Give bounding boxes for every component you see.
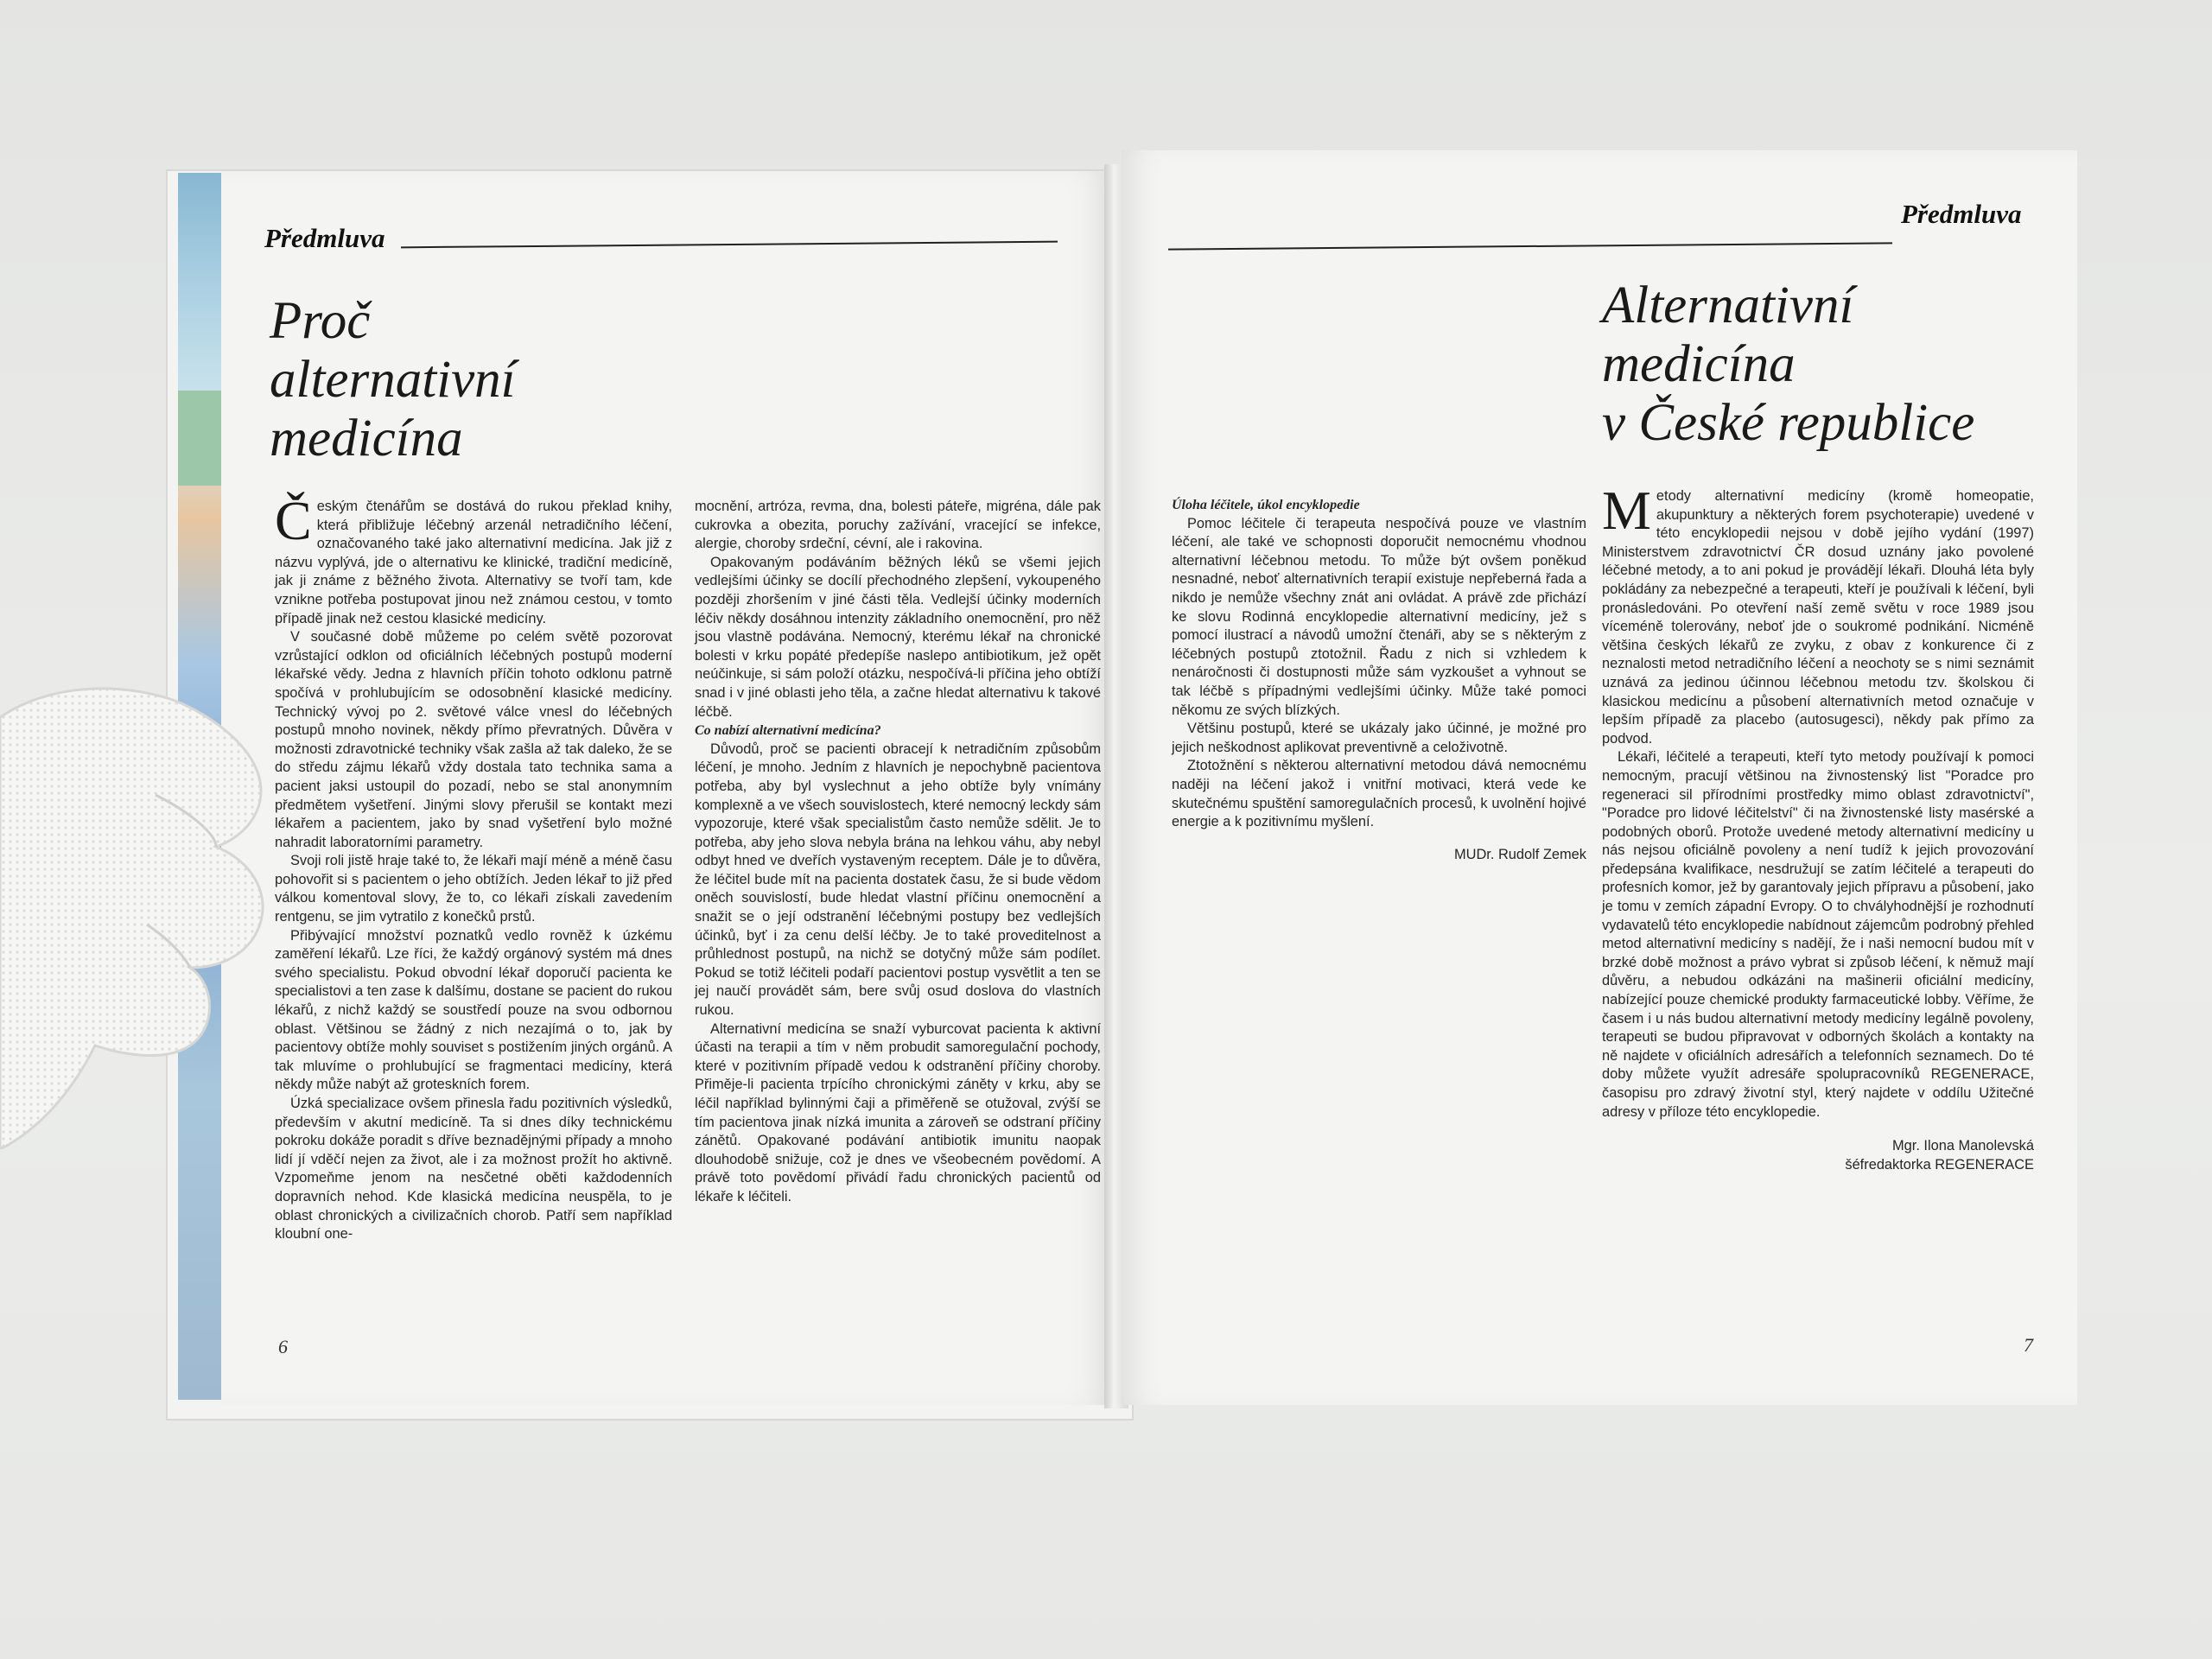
headline-line: alternativní (270, 351, 516, 409)
page-number: 6 (278, 1336, 288, 1357)
section-rule (401, 241, 1058, 249)
gloved-hand (0, 665, 294, 1149)
author-signature: MUDr. Rudolf Zemek (1453, 846, 1586, 862)
paragraph: Opakovaným podáváním běžných léků se všemi jejich vedlejšími účinky se docílí přechodného zlepšení, vykoupeného později zhoršením v jiné části těla. Vedlejší účinky moderních léčiv někdy dosáhnou intenzity základního onemocnění, pro něž jsou vlastně podávána. Nemocný, kterému lékař na chronické bolesti v krku popáté předepíše naslepo antibiotikum, jež opět neúčinkuje, si sám položí otázku, nespočívá-li příčina jeho obtíží snad i v jiné oblasti jeho těla, a začne hledat alternativu k takové léčbě. (695, 554, 1101, 720)
paragraph: mocnění, artróza, revma, dna, bolesti páteře, migréna, dále pak cukrovka a obezita, poruchy zažívání, vracející se infekce, alergie, choroby srdeční, cévní, ale i rakovina. (695, 499, 1101, 552)
paragraph: Úzká specializace ovšem přinesla řadu pozitivních výsledků, především v akutní medicíně. Ta si dnes díky technickému pokroku dokáže poradit s dříve beznadějnými případy a mnoho lidí jí vděčí nejen za život, ale i za možnost prožít ho aktivně. Vzpomeňme jenom na nesčetné oběti každodenních dopravních nehod. Kde klasická medicína neuspěla, to je oblast chronických a civilizačních chorob. Patří sem například kloubní one- (275, 1096, 672, 1243)
paragraph: Pomoc léčitele či terapeuta nespočívá pouze ve vlastním léčení, ale také ve schopnosti doporučit nemocnému vhodnou alternativní léčebnou metodu. To může být ovšem poněkud nesnadné, neboť alternativních terapií existuje nepřeberná řada a nikdo je nemůže všechny znát ani ovládat. A právě zde přichází ke slovu Rodinná encyklopedie alternativní medicíny, jež s pomocí ilustrací a návodů umožní čtenáři, aby se s některým z léčebných postupů ztotožnil. Řadu z nich si vzhledem k nenáročnosti či dostupnosti může sám vyzkoušet a vyhnout se tak léčbě s případnými vedlejšími účinky. Může také pomoci někomu ze svých blízkých. (1172, 515, 1586, 718)
section-title: Předmluva (1901, 199, 2022, 229)
page-number: 7 (2024, 1334, 2033, 1356)
paragraph: Svoji roli jistě hraje také to, že lékaři mají méně a méně času pohovořit si s pacientem o jeho obtížích. Jeden lékař to již před válkou komentoval slovy, že to, co lékaři získali zavedením rentgenu, se jim vytratilo z konečků prstů. (275, 853, 672, 925)
text-column-1 (275, 490, 672, 1244)
cover-edge-band (178, 391, 226, 486)
drop-cap: M (1602, 480, 1651, 541)
paragraph: Většinu postupů, které se ukázaly jako účinné, je možné pro jejich neškodnost aplikovat preventivně a celoživotně. (1172, 721, 1586, 755)
headline-line: v České republice (1602, 394, 1975, 452)
paragraph: Ztotožnění s některou alternativní metodou dává nemocnému naději na léčení jakož i vnitřní motivaci, která vede ke skutečnému spuštění samoregulačních procesů, k uvolnění hojivé energie a k pozitivnímu myšlení. (1172, 758, 1586, 830)
headline-line: Proč (270, 292, 371, 350)
page-headline (1602, 276, 1974, 453)
paragraph: V současné době můžeme po celém světě pozorovat vzrůstající odklon od oficiálních léčebných postupů moderní lékařské vědy. Jedna z hlavních příčin tohoto odklonu patrně spočívá v prohlubujícím se odosobnění klasické medicíny. Technický vývoj po 2. světové válce vnesl do léčebných postupů mnoho novinek, někdy přímo převratných. Důvěra v možnosti zdravotnické techniky však zašla až tak daleko, že se do středu zájmu lékařů vždy dostala tato technika sama a pacient jaksi ustoupil do pozadí, nebo se stal anonymním předmětem vyšetření. Jinými slovy přerušil se kontakt mezi lékařem a pacientem, jako by snad vyšetření bylo možné nahradit laboratorními parametry. (275, 629, 672, 850)
paragraph: Alternativní medicína se snaží vyburcovat pacienta k aktivní účasti na terapii a tím v něm probudit samoregulační pochody, které v pozitivním případě vedou k odstranění příčiny choroby. Přiměje-li pacienta trpícího chronickými záněty v krku, aby se léčil například bylinnými čaji a přiměřeně se otužoval, zvýší se tím pacientova jinak nízká imunita a zároveň se odstraní příčiny zánětů. Opakované podávání antibiotik imunitu naopak dlouhodobě snižuje, což je dnes ve všeobecném povědomí. A právě toto povědomí přivádí řadu chronických pacientů od lékaře k léčiteli. (695, 1020, 1101, 1205)
author-signature: Mgr. Ilona Manolevská (1892, 1138, 2034, 1154)
headline-line: medicína (270, 410, 463, 467)
section-title: Předmluva (264, 223, 385, 253)
left-page (221, 171, 1109, 1405)
author-role: šéfredaktorka REGENERACE (1845, 1156, 2034, 1173)
right-page (1122, 150, 2077, 1405)
paragraph: Lékaři, léčitelé a terapeuti, kteří tyto metody používají k pomoci nemocným, pracují většinou na živnostenský list "Poradce pro regeneraci sil přírodními prostředky mimo oblast zdravotnictví", "Poradce pro lidové léčitelství" či na živnostenské listy masérské a podobných oborů. Protože uvedené metody alternativní medicíny u nás nejsou oficiálně povoleny a není tudíž k jejich provozování předepsána kvalifikace, nesdružují se zatím léčitelé a terapeuti do profesních komor, jež by garantovaly jejich přípravu a působení, jako je tomu v zemích západní Evropy. O to chvályhodnější je rozhodnutí vydavatelů této encyklopedie nabídnout zájemcům podrobný přehled metod alternativní medicíny s nadějí, že i naši nemocní budou mít v brzké době možnost a právo vybrat si způsob léčení, k němuž mají důvěru, a nebudou odkázáni na mašinerii oficiální medicíny, nabízející pouze chemické produkty farmaceutické lobby. Věříme, že časem i u nás budou alternativní metody medicíny legálně povoleny, terapeuti se budou připravovat v odborných školách a kontakty na ně najdete v oficiálních adresářích a telefonních seznamech. Do té doby můžete využít adresáře spolupracovníků REGENERACE, časopisu pro zdravý životní styl, který najdete v oddílu Užitečné adresy v příloze této encyklopedie. (1602, 749, 2034, 1120)
text-column-1 (1172, 496, 1586, 864)
page-headline (270, 292, 516, 468)
text-column-2 (695, 498, 1101, 1207)
section-rule (1168, 242, 1892, 250)
paragraph: Důvodů, proč se pacienti obracejí k netradičním způsobům léčení, je mnoho. Jedním z hlavních je nepochybně pacientova potřeba, aby byl vyslechnut a jeho obtíže byly vnímány komplexně a ve všech souvislostech, které nemocný leckdy sám vypozoruje, které však specialistům často nemůže sdělit. Je to potřeba, aby jeho slova nebyla brána na lehkou váhu, aby nebyl odbyt hned ve dveřích vystaveným receptem. Dále je to důvěra, že léčitel bude mít na pacienta dostatek času, že si bude vědom oněch souvislostí, bude hledat vlastní příčinu onemocnění a snažit se o její odstranění léčebnými postupy bez vedlejších účinků, byť i za cenu delší léčby. Je to také proveditelnost a průhlednost postupů, na nichž se dotyčný může sám podílet. Pokud se totiž léčiteli podaří pacientovi postup vysvětlit a ten se jej naučí provádět sám, bere svůj osud doslova do vlastních rukou. (695, 741, 1101, 1019)
drop-cap: Č (275, 490, 312, 551)
headline-line: medicína (1602, 335, 1796, 393)
paragraph: etody alternativní medicíny (kromě homeopatie, akupunktury a některých forem psychoterapie) uvedené v této encyklopedii nejsou v době jejího vydání (1997) Ministerstvem zdravotnictví ČR dosud uznány jako povolené léčebné metody, a to ani pokud je provádějí lékaři. Dlouhá léta byly pokládány za nebezpečné a terapeuti, kteří je používali k léčení, byli pronásledováni. Po otevření naší země světu v roce 1989 jsou víceméně tolerovány, neboť jde o soukromé podnikání. Nicméně většina českých lékařů ze zvyku, z obav z konkurence či z neznalosti metod netradičního léčení a neochoty se s nimi seznámit uznává za jedinou účinnou léčebnou metodu tzv. školskou či klasickou medicínu a působení alternativních metod označuje v lepším případě za placebo (autosugesci), někdy pak přímo za podvod. (1602, 488, 2034, 747)
headline-line: Alternativní (1602, 276, 1854, 334)
text-column-2 (1602, 480, 2034, 1174)
subheading: Úloha léčitele, úkol encyklopedie (1172, 498, 1360, 512)
paragraph: eským čtenářům se dostává do rukou překlad knihy, která přibližuje léčebný arzenál netradičního léčení, označovaného také jako alternativní medicína. Jak již z názvu vyplývá, jde o alternativu ke klinické, tradiční medicíně, jak ji známe z běžného života. Alternativy se tvoří tam, kde vznikne potřeba postupovat jinou než známou cestou, v tomto případě jinak než cestou klasické medicíny. (275, 499, 672, 626)
paragraph: Přibývající množství poznatků vedlo rovněž k úzkému zaměření lékařů. Lze říci, že každý orgánový systém má dnes svého specialistu. Pokud obvodní lékař doporučí pacienta ke specialistovi a ten zase k dalšímu, dostane se pacient do rukou lékařů, z nichž každý se soustředí pouze na svou odbornou oblast. Většinou se žádný z nich nezajímá o to, jak by pacientovy obtíže mohly souviset s postižením jiných orgánů. A tak mluvíme o prohlubující se fragmentaci medicíny, která někdy může nabýt až groteskních forem. (275, 927, 672, 1093)
subheading: Co nabízí alternativní medicína? (695, 723, 881, 739)
